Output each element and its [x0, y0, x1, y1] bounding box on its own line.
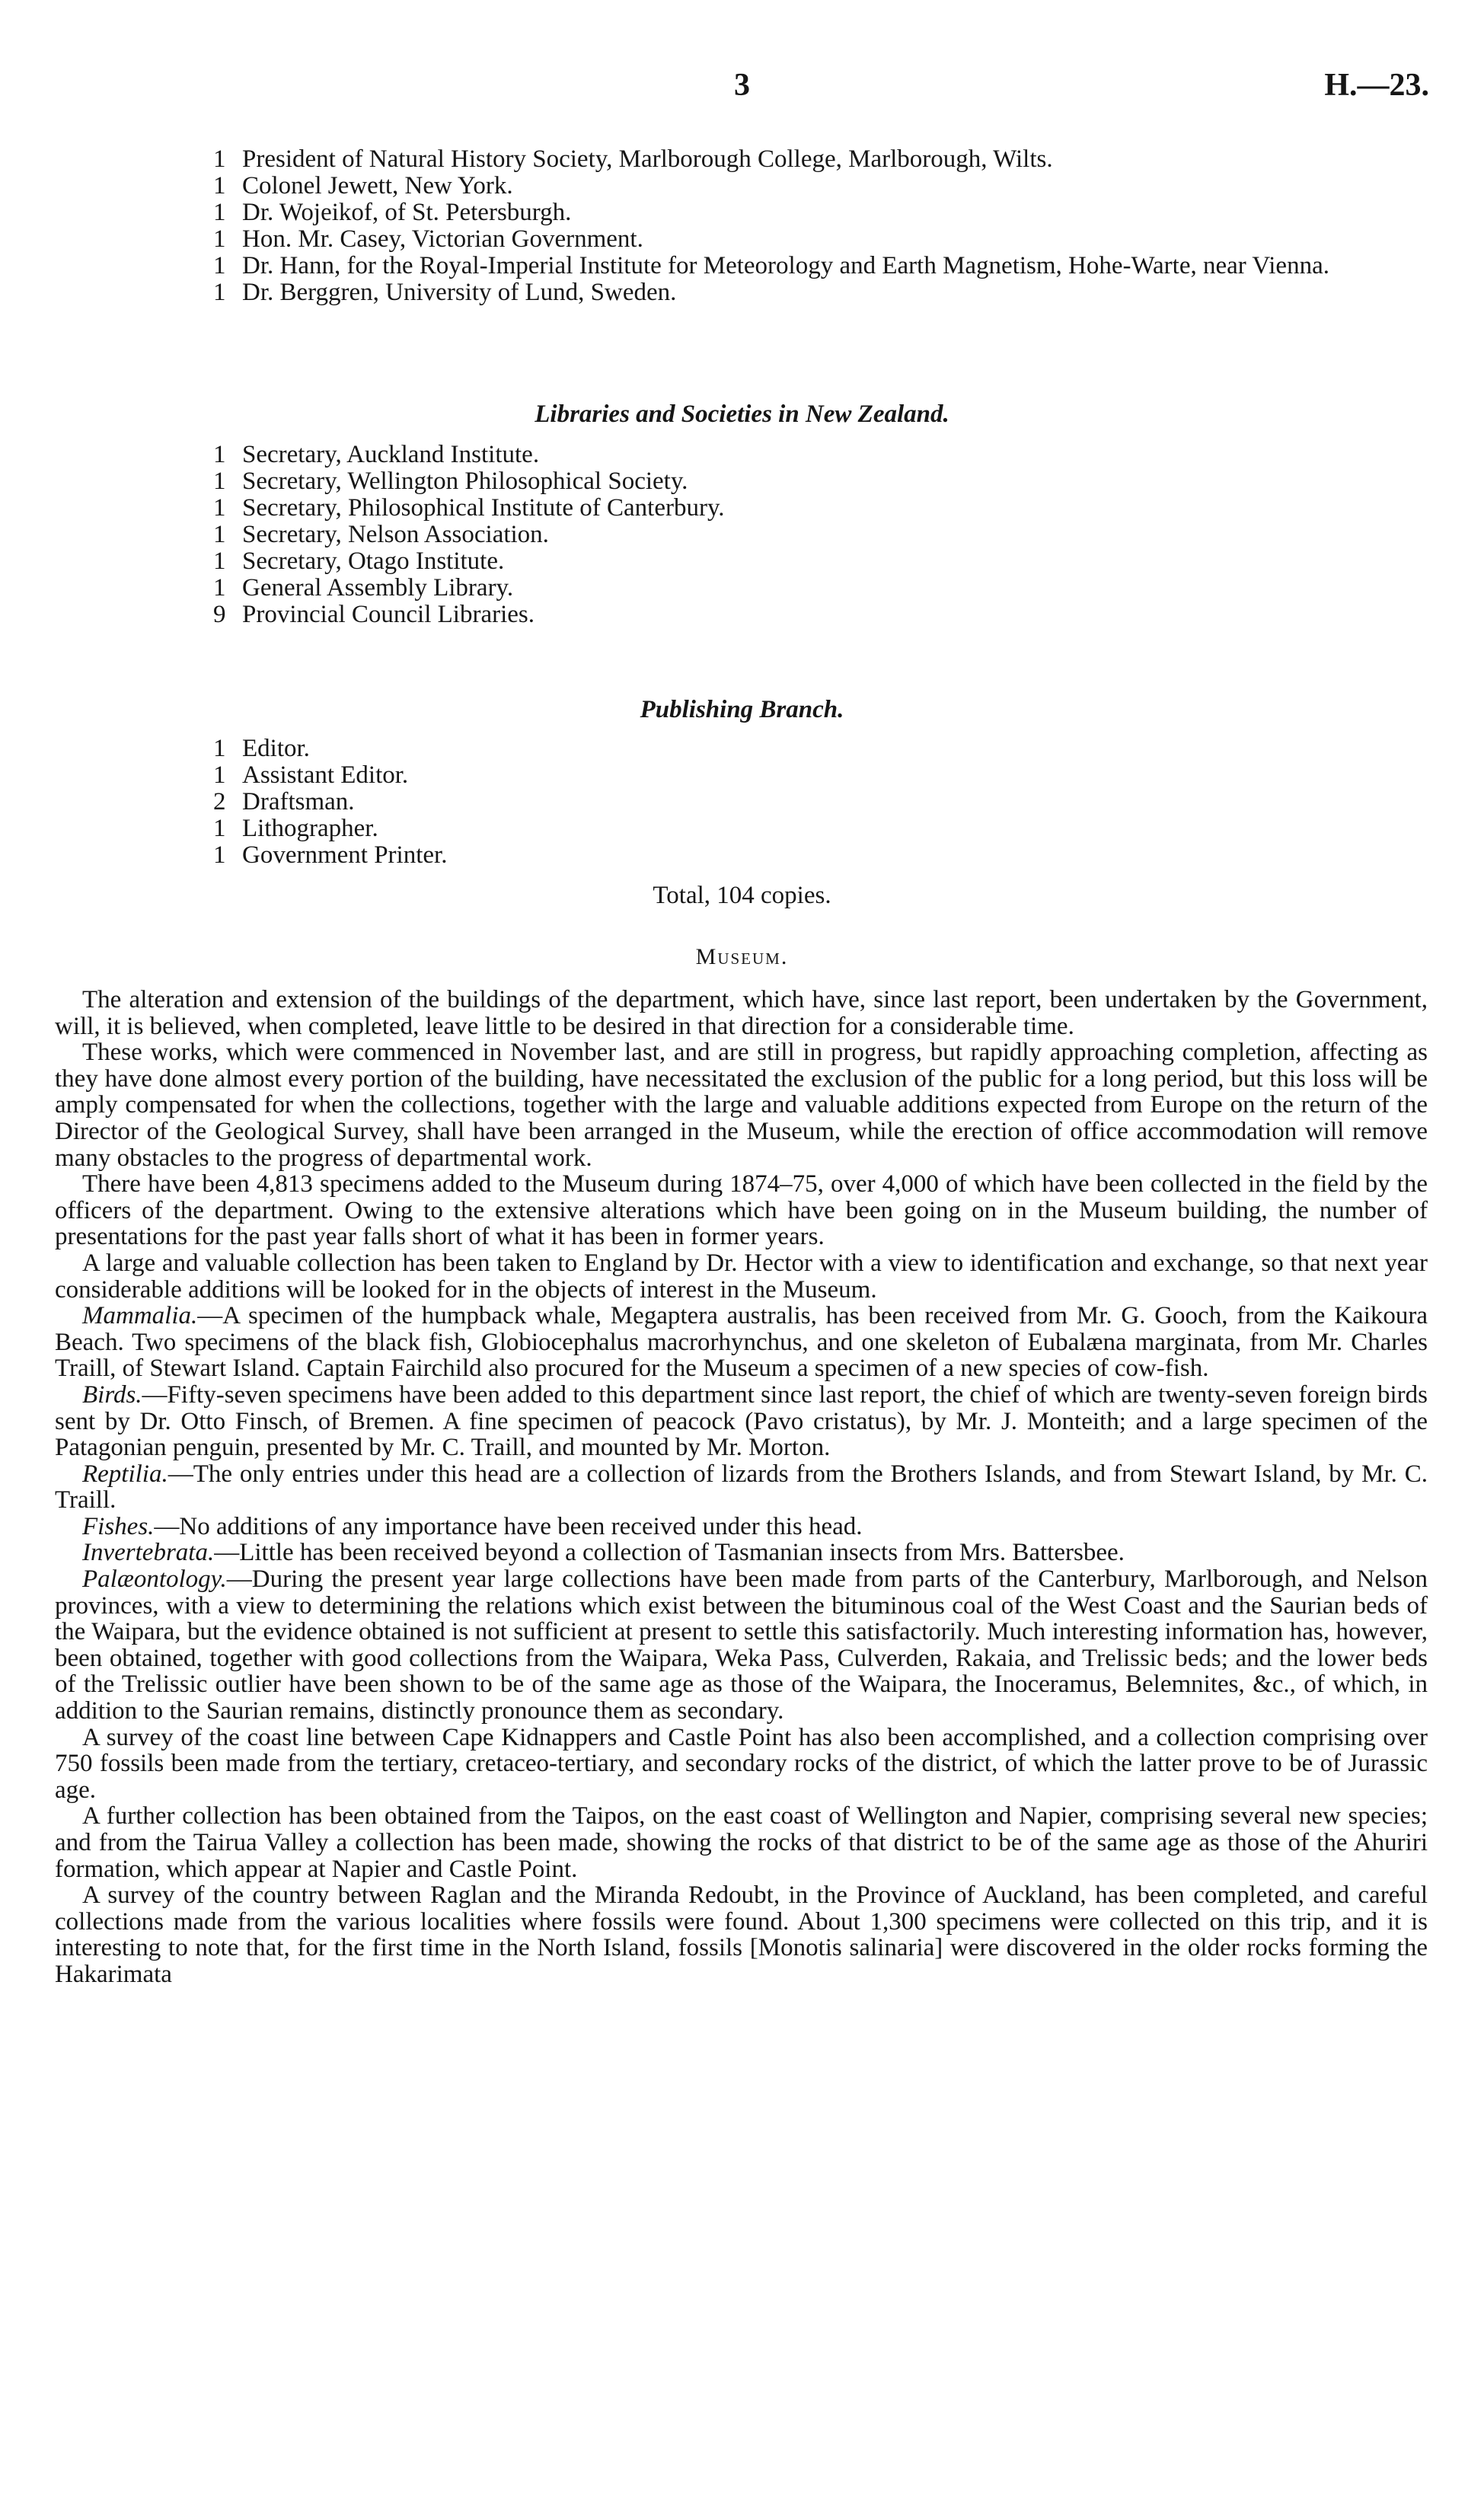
paragraph-lead: Fishes. — [82, 1512, 155, 1540]
paragraph-text: A further collection has been obtained from the Taipos, on the east coast of Wellington and Napier, comprising several new species; and from the Tairua Valley a collection has been made, showing the rocks of that district to be of the same age as those of the Ahuriri formation, which appear at Napier and Castle Point. — [55, 1802, 1428, 1883]
copy-count: 1 — [213, 441, 226, 468]
paragraph-palaeontology — [55, 1566, 1428, 1725]
list-item — [0, 279, 1484, 306]
copy-count: 1 — [213, 225, 226, 253]
list-item — [0, 762, 1484, 789]
copy-count: 1 — [213, 252, 226, 279]
list-item — [0, 226, 1484, 253]
copy-count: 1 — [213, 172, 226, 199]
paragraph — [55, 1171, 1428, 1250]
copy-count: 1 — [213, 494, 226, 522]
recipient-name: Dr. Hann, for the Royal-Imperial Institute for Meteorology and Earth Magnetism, Hohe-Warte, near Vienna. — [242, 252, 1329, 279]
paragraph-text: —Little has been received beyond a collection of Tasmanian insects from Mrs. Battersbee. — [214, 1539, 1125, 1567]
paragraph — [55, 1803, 1428, 1882]
copy-count: 1 — [213, 521, 226, 548]
paragraph-lead: Palæontology. — [82, 1565, 227, 1594]
copy-count: 1 — [213, 735, 226, 762]
paragraph-text: —The only entries under this head are a collection of lizards from the Brothers Islands, and from Stewart Island, by Mr. C. Traill. — [55, 1460, 1428, 1514]
recipient-name: Secretary, Otago Institute. — [242, 547, 505, 575]
paragraph-text: These works, which were commenced in November last, and are still in progress, but rapidly approaching completion, affecting as they have done almost every portion of the building, have necessitated the exclusion of the public for a long period, but this loss will be amply compensated for when the collections, together with the large and valuable additions expected from Europe on the return of the Director of the Geological Survey, shall have been arranged in the Museum, while the erection of office accommodation will remove many obstacles to the progress of departmental work. — [55, 1039, 1428, 1172]
copy-count: 1 — [213, 841, 226, 869]
copy-count: 1 — [213, 279, 226, 306]
publishing-list — [0, 736, 1484, 869]
page-number: 3 — [734, 68, 750, 103]
recipient-name: Hon. Mr. Casey, Victorian Government. — [242, 225, 643, 253]
copy-count: 1 — [213, 761, 226, 789]
list-item — [0, 495, 1484, 522]
nz-recipients-list — [0, 442, 1484, 628]
section-heading-publishing: Publishing Branch. — [640, 696, 844, 723]
paragraph-text: —Fifty-seven specimens have been added to this department since last report, the chief of which are twenty-seven foreign birds sent by Dr. Otto Finsch, of Bremen. A fine specimen of peacock (Pavo cristatus), by Mr. J. Monteith; and a large specimen of the Patagonian penguin, presented by Mr. C. Traill, and mounted by Mr. Morton. — [55, 1380, 1428, 1462]
recipient-name: Secretary, Wellington Philosophical Society. — [242, 468, 688, 495]
copy-count: 1 — [213, 199, 226, 226]
list-item — [0, 253, 1484, 279]
recipient-name: Dr. Wojeikof, of St. Petersburgh. — [242, 199, 572, 226]
museum-report-body — [55, 987, 1428, 1988]
paragraph-birds — [55, 1382, 1428, 1461]
paragraph-fishes — [55, 1514, 1428, 1540]
list-item — [0, 522, 1484, 548]
paragraph — [55, 1039, 1428, 1171]
recipient-name: Provincial Council Libraries. — [242, 601, 535, 628]
paragraph-invertebrata — [55, 1540, 1428, 1566]
paragraph-mammalia — [55, 1303, 1428, 1382]
paragraph-text: A large and valuable collection has been taken to England by Dr. Hector with a view to identification and exchange, so that next year considerable additions will be looked for in the objects of interest in the Museum. — [55, 1249, 1428, 1304]
paragraph-text: A survey of the coast line between Cape Kidnappers and Castle Point has also been accomplished, and a collection comprising over 750 fossils been made from the tertiary, cretaceo-tertiary, and secondary rocks of the district, of which the latter prove to be of Jurassic age. — [55, 1723, 1428, 1804]
page-header — [0, 67, 1484, 113]
list-item — [0, 468, 1484, 495]
total-copies: Total, 104 copies. — [653, 882, 831, 909]
list-item — [0, 173, 1484, 199]
recipient-name: Colonel Jewett, New York. — [242, 172, 513, 199]
paragraph-lead: Birds. — [82, 1380, 142, 1409]
recipient-name: Draftsman. — [242, 788, 355, 815]
copy-count: 1 — [213, 468, 226, 495]
recipient-name: Dr. Berggren, University of Lund, Sweden. — [242, 279, 677, 306]
paragraph-text: —During the present year large collections have been made from parts of the Canterbury, Marlborough, and Nelson provinces, with a view to determining the relations which exist between the bituminous coal of the West Coast and the Saurian beds of the Waipara, but the evidence obtained is not sufficient at present to settle this satisfactorily. Much interesting information has, however, been obtained, together with good collections from the Waipara, Weka Pass, Culverden, Rakaia, and Trelissic beds; and the lower beds of the Trelissic outlier have been shown to be of the same age as those of the Waipara, the Inoceramus, Belemnites, &c., of which, in addition to the Saurian remains, distinctly pronounce them as secondary. — [55, 1565, 1428, 1725]
recipient-name: President of Natural History Society, Marlborough College, Marlborough, Wilts. — [242, 145, 1053, 173]
list-item — [0, 146, 1484, 173]
list-item — [0, 548, 1484, 575]
paragraph-text: The alteration and extension of the buildings of the department, which have, since last report, been undertaken by the Government, will, it is believed, when completed, leave little to be desired in that direction for a considerable time. — [55, 986, 1428, 1040]
copy-count: 9 — [213, 601, 226, 628]
recipient-name: General Assembly Library. — [242, 574, 514, 602]
paragraph — [55, 1882, 1428, 1987]
copy-count: 1 — [213, 145, 226, 173]
list-item — [0, 789, 1484, 815]
foreign-recipients-list — [0, 146, 1484, 306]
recipient-name: Secretary, Nelson Association. — [242, 521, 549, 548]
recipient-name: Secretary, Philosophical Institute of Canterbury. — [242, 494, 725, 522]
paragraph — [55, 1725, 1428, 1804]
section-heading-libraries: Libraries and Societies in New Zealand. — [535, 401, 949, 428]
paragraph-lead: Mammalia. — [82, 1302, 198, 1330]
recipient-name: Assistant Editor. — [242, 761, 409, 789]
paper-code: H.—23. — [1324, 68, 1429, 103]
paragraph — [55, 987, 1428, 1039]
list-item — [0, 575, 1484, 602]
recipient-name: Editor. — [242, 735, 310, 762]
paragraph — [55, 1250, 1428, 1303]
recipient-name: Secretary, Auckland Institute. — [242, 441, 540, 468]
list-item — [0, 442, 1484, 468]
list-item — [0, 602, 1484, 628]
section-heading-museum: Museum. — [695, 944, 789, 969]
copy-count: 1 — [213, 574, 226, 602]
recipient-name: Government Printer. — [242, 841, 448, 869]
recipient-name: Lithographer. — [242, 815, 378, 842]
paragraph-text: A survey of the country between Raglan and the Miranda Redoubt, in the Province of Auckland, has been completed, and careful collections made from the various localities where fossils were found. About 1,300 specimens were collected on this trip, and it is interesting to note that, for the first time in the North Island, fossils [Monotis salinaria] were discovered in the older rocks forming the Hakarimata — [55, 1881, 1428, 1988]
list-item — [0, 815, 1484, 842]
list-item — [0, 736, 1484, 762]
list-item — [0, 842, 1484, 869]
copy-count: 2 — [213, 788, 226, 815]
paragraph-text: There have been 4,813 specimens added to the Museum during 1874–75, over 4,000 of which have been collected in the field by the officers of the department. Owing to the extensive alterations which have been going on in the Museum building, the number of presentations for the past year falls short of what it has been in former years. — [55, 1170, 1428, 1251]
paragraph-text: —A specimen of the humpback whale, Megaptera australis, has been received from Mr. G. Gooch, from the Kaikoura Beach. Two specimens of the black fish, Globiocephalus macrorhynchus, and one skeleton of Eubalæna marginata, from Mr. Charles Traill, of Stewart Island. Captain Fairchild also procured for the Museum a specimen of a new species of cow-fish. — [55, 1302, 1428, 1383]
paragraph-reptilia — [55, 1461, 1428, 1514]
list-item — [0, 199, 1484, 226]
paragraph-text: —No additions of any importance have been received under this head. — [154, 1512, 863, 1540]
paragraph-lead: Reptilia. — [82, 1460, 168, 1488]
paragraph-lead: Invertebrata. — [82, 1539, 215, 1567]
copy-count: 1 — [213, 815, 226, 842]
copy-count: 1 — [213, 547, 226, 575]
